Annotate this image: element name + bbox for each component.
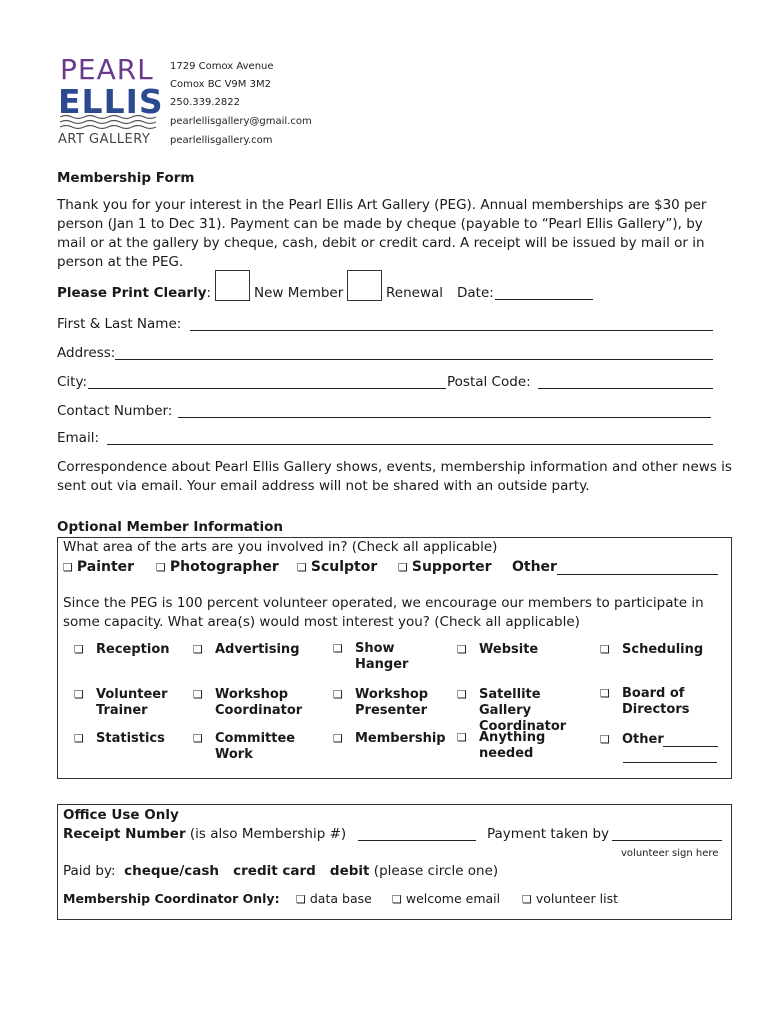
volunteer-intro-line-1: Since the PEG is 100 percent volunteer operated, we encourage our members to participate in xyxy=(63,595,704,611)
new-member-label: New Member xyxy=(254,285,344,301)
area-other[interactable]: ❑ Other xyxy=(600,732,664,747)
checkbox-icon[interactable]: ❑ xyxy=(296,893,306,906)
print-clearly-label: Please Print Clearly: xyxy=(57,285,212,301)
renewal-label: Renewal xyxy=(386,285,444,301)
checkbox-icon[interactable]: ❑ xyxy=(457,643,467,656)
gallery-address: 1729 Comox Avenue xyxy=(170,61,274,72)
checkbox-icon[interactable]: ❑ xyxy=(600,687,610,700)
area-committee-work[interactable]: ❑ Committee Work xyxy=(193,731,296,762)
arts-question: What area of the arts are you involved in? (Check all applicable) xyxy=(63,539,498,555)
coordinator-label: Membership Coordinator Only: xyxy=(63,891,280,906)
date-field[interactable] xyxy=(495,299,593,300)
area-advertising[interactable]: ❑ Advertising xyxy=(193,642,300,657)
gallery-website: pearlellisgallery.com xyxy=(170,135,273,146)
form-title: Membership Form xyxy=(57,170,195,186)
logo-waves-icon xyxy=(60,114,160,132)
checkbox-icon[interactable]: ❑ xyxy=(74,643,84,656)
area-scheduling[interactable]: ❑ Scheduling xyxy=(600,642,704,657)
city-label: City: xyxy=(57,374,88,390)
area-satellite-gallery-coordinator[interactable]: ❑ Satellite Gallery Coordinator xyxy=(457,687,567,734)
arts-option-supporter[interactable]: ❑ Supporter xyxy=(398,559,492,575)
area-show-hanger[interactable]: ❑ Show Hanger xyxy=(333,641,409,672)
area-membership[interactable]: ❑ Membership xyxy=(333,731,446,746)
area-other-field-2[interactable] xyxy=(623,762,717,763)
checkbox-icon[interactable]: ❑ xyxy=(156,561,166,574)
arts-option-other-label: Other xyxy=(512,559,557,575)
new-member-checkbox[interactable] xyxy=(215,270,250,301)
checkbox-icon[interactable]: ❑ xyxy=(398,561,408,574)
payment-taken-field[interactable] xyxy=(612,840,722,841)
area-reception[interactable]: ❑ Reception xyxy=(74,642,170,657)
new-member-checkbox-underline xyxy=(215,300,249,301)
checkbox-icon[interactable]: ❑ xyxy=(297,561,307,574)
checkbox-icon[interactable]: ❑ xyxy=(522,893,532,906)
name-field[interactable] xyxy=(190,330,713,331)
arts-other-field[interactable] xyxy=(557,574,718,575)
intro-line-3: mail or at the gallery by cheque, cash, debit or credit card. A receipt will be issued by mail or in xyxy=(57,235,705,251)
checkbox-icon[interactable]: ❑ xyxy=(63,561,73,574)
office-heading: Office Use Only xyxy=(63,807,179,823)
optional-heading: Optional Member Information xyxy=(57,519,283,535)
payment-taken-label: Payment taken by xyxy=(487,826,610,842)
checkbox-icon[interactable]: ❑ xyxy=(193,643,203,656)
checkbox-icon[interactable]: ❑ xyxy=(74,688,84,701)
gallery-email: pearlellisgallery@gmail.com xyxy=(170,116,312,127)
contact-number-field[interactable] xyxy=(178,417,711,418)
email-field[interactable] xyxy=(107,444,713,445)
address-label: Address: xyxy=(57,345,116,361)
name-label: First & Last Name: xyxy=(57,316,182,332)
arts-option-photographer[interactable]: ❑ Photographer xyxy=(156,559,279,575)
checkbox-icon[interactable]: ❑ xyxy=(392,893,402,906)
area-website[interactable]: ❑ Website xyxy=(457,642,539,657)
address-field[interactable] xyxy=(115,359,713,360)
arts-option-painter[interactable]: ❑ Painter xyxy=(63,559,135,575)
checkbox-icon[interactable]: ❑ xyxy=(193,732,203,745)
arts-option-sculptor[interactable]: ❑ Sculptor xyxy=(297,559,378,575)
correspondence-line-1: Correspondence about Pearl Ellis Gallery shows, events, membership information and other news is xyxy=(57,459,732,475)
renewal-checkbox[interactable] xyxy=(347,270,382,301)
receipt-number-label: Receipt Number (is also Membership #) xyxy=(63,826,347,842)
area-other-field-1[interactable] xyxy=(663,746,718,747)
postal-code-label: Postal Code: xyxy=(447,374,531,390)
payment-methods[interactable]: cheque/cash credit card debit xyxy=(124,863,370,879)
gallery-phone: 250.339.2822 xyxy=(170,97,240,108)
logo-pearl-text: PEARL xyxy=(60,53,154,86)
area-statistics[interactable]: ❑ Statistics xyxy=(74,731,165,746)
coord-volunteer-list[interactable]: ❑ volunteer list xyxy=(522,891,618,906)
logo-ellis-text: ELLIS xyxy=(58,82,164,121)
coord-data-base[interactable]: ❑ data base xyxy=(296,891,372,906)
checkbox-icon[interactable]: ❑ xyxy=(74,732,84,745)
correspondence-line-2: sent out via email. Your email address will not be shared with an outside party. xyxy=(57,478,590,494)
email-label: Email: xyxy=(57,430,100,446)
intro-line-1: Thank you for your interest in the Pearl Ellis Art Gallery (PEG). Annual memberships are $30 per xyxy=(57,197,707,213)
date-label: Date: xyxy=(457,285,494,301)
receipt-number-field[interactable] xyxy=(358,840,476,841)
checkbox-icon[interactable]: ❑ xyxy=(193,688,203,701)
area-volunteer-trainer[interactable]: ❑ Volunteer Trainer xyxy=(74,687,168,718)
postal-code-field[interactable] xyxy=(538,388,713,389)
coord-welcome-email[interactable]: ❑ welcome email xyxy=(392,891,501,906)
area-workshop-coordinator[interactable]: ❑ Workshop Coordinator xyxy=(193,687,303,718)
logo-gallery-text: ART GALLERY xyxy=(58,132,151,147)
volunteer-intro-line-2: some capacity. What area(s) would most interest you? (Check all applicable) xyxy=(63,614,580,630)
checkbox-icon[interactable]: ❑ xyxy=(333,732,343,745)
checkbox-icon[interactable]: ❑ xyxy=(600,643,610,656)
checkbox-icon[interactable]: ❑ xyxy=(600,733,610,746)
checkbox-icon[interactable]: ❑ xyxy=(333,688,343,701)
area-board-of-directors[interactable]: ❑ Board of Directors xyxy=(600,686,690,717)
intro-line-4: person at the PEG. xyxy=(57,254,184,270)
area-workshop-presenter[interactable]: ❑ Workshop Presenter xyxy=(333,687,429,718)
checkbox-icon[interactable]: ❑ xyxy=(457,688,467,701)
intro-line-2: person (Jan 1 to Dec 31). Payment can be made by cheque (payable to “Pearl Ellis Gallery”), by xyxy=(57,216,703,232)
area-anything-needed[interactable]: ❑ Anything needed xyxy=(457,730,546,761)
volunteer-sign-note: volunteer sign here xyxy=(621,848,719,859)
city-field[interactable] xyxy=(88,388,446,389)
contact-number-label: Contact Number: xyxy=(57,403,173,419)
renewal-checkbox-underline xyxy=(347,300,381,301)
paid-by-row: Paid by: cheque/cash credit card debit (please circle one) xyxy=(63,863,499,879)
checkbox-icon[interactable]: ❑ xyxy=(457,731,467,744)
checkbox-icon[interactable]: ❑ xyxy=(333,642,343,655)
gallery-city: Comox BC V9M 3M2 xyxy=(170,79,271,90)
